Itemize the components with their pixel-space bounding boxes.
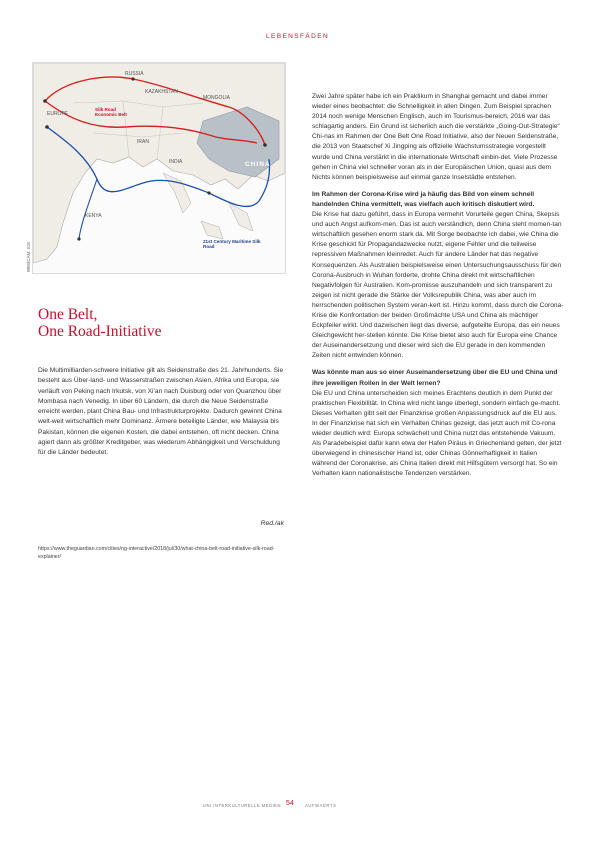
section-header: LEBENSFÄDEN: [265, 33, 330, 40]
info-box-heading: [38, 306, 288, 340]
article-paragraph-3: Die EU und China unterscheiden sich meines Erachtens deutlich in dem Punkt der praktischen Flexibilität. In China wird nicht lange überlegt, sondern einfach ge-macht. Dieses Verhalten gibt seit der Finanzkrise großen Anpassungsdruck auf die EU aus. In der Finanzkrise hat sich ein Verhalten Chinas gezeigt, das jetzt auch mit Co-rona wieder deutlich wird: Europa schwächelt und China nutzt das entstehende Vakuum. Als Paradebeispiel dafür kann etwa der Hafen Piräus in Griechenland gelten, der jetzt überwiegend in chinesischer Hand ist, oder Chinas Gönnerhaftigkeit in Italien während der Coronakrise, als China Italien direkt mit Hilfsgütern versorgt hat. So ein Verhalten kann nationalistische Tendenzen verstärken.: [312, 389, 562, 478]
map-label-iran: IRAN: [137, 139, 149, 145]
footer-right: AUFWAERTS: [305, 803, 337, 808]
heading-line-1: One Belt,: [38, 306, 98, 323]
interview-question-3: Was könnte man aus so einer Auseinandersetzung über die EU und China und ihre jeweiligen Rollen in der Welt lernen?: [312, 369, 558, 387]
footer-left: UNI INTERKULTURELLE MEDIEN: [202, 803, 281, 808]
info-box-text: [38, 366, 284, 459]
map-label-silk-road: Silk Road Economic Belt: [95, 107, 127, 117]
map-label-kazakhstan: KAZAKHSTAN: [145, 89, 178, 95]
map-label-india: INDIA: [169, 159, 183, 165]
interview-question-2: Im Rahmen der Corona-Krise wird ja häufig das Bild von einem schnell handelnden China vermittelt, was vielfach auch kritisch diskutiert wird.: [312, 190, 535, 208]
map-label-maritime: 21st Century Maritime Silk Road: [203, 239, 261, 249]
silk-road-map: [32, 62, 286, 274]
page-number: 54: [286, 800, 294, 807]
article-paragraph-1: Zwei Jahre später habe ich ein Praktikum in Shanghai gemacht und dabei immer wieder eines beobachtet: die Schnelligkeit in allen Dingen. Zum Beispiel sprachen 2014 noch wenige Menschen Englisch, auch im Tourismus-bereich, 2016 war das schlagartig anders. Ein Grund ist sicherlich auch die verstärkte „Going-Out-Strategie“ Chi-nas im Rahmen der One Belt One Road Initiative, also der Neuen Seidenstraße, die 2013 von Staatschef Xi Jingping als offizielle Wachstumsstrategie vorgestellt wurde und China verstärkt in die internationale Wirtschaft einbin-det. Viele Prozesse gehen in China viel schneller voran als in der Europäischen Union, quasi aus dem Nichts können beispielsweise auf einmal ganze Inselstädte entstehen.: [312, 93, 560, 181]
info-box-paragraph: Die Multimilliarden-schwere Initiative gilt als Seidenstraße des 21. Jahrhunderts. Sie besteht aus Über-land- und Wasserstraßen zwischen Asien, Afrika und Europa, sie verläuft von Peking nach Irkutsk, von Xi’an nach Duisburg oder von Quanzhou über Mombasa nach Venedig. In über 60 Ländern, die durch die Neue Seidenstraße erreicht werden, plant China Bau- und Infrastrukturprojekte. Dadurch gewinnt China welt-weit wirtschaftlich mehr Dominanz. Ärmere beteiligte Länder, wie Malaysia bis Pakistan, können die eigenen Kosten, die dabei entstehen, oft nicht decken. China agiert dann als größter Kreditgeber, was wiederum Abhängigkeit und Verschuldung für die Länder bedeutet.: [38, 367, 284, 457]
heading-line-2: One Road-Initiative: [38, 323, 162, 340]
map-label-russia: RUSSIA: [125, 71, 144, 77]
map-label-kenya: KENYA: [85, 213, 102, 219]
map-label-europe: EUROPE: [47, 111, 69, 117]
author-initials: Red./ak: [260, 520, 284, 527]
map-label-china: CHINA: [245, 161, 271, 168]
source-link[interactable]: https://www.theguardian.com/cities/ng-interactive/2018/jul/30/what-china-belt-road-initiative-silk-road-explainer/: [38, 546, 275, 561]
article-paragraph-2: Die Krise hat dazu geführt, dass in Europa vermehrt Vorurteile gegen China, Skepsis und auch Angst aufkom-men. Das ist auch verständlich, denn China steht momen-tan wirtschaftlich gesehen enorm stark da. Mit Sorge beobachte ich dabei, wie China die Krise geschickt für Propagandazwecke nutzt, eigene Fehler und die teilweise repressiven Maßnahmen kleinredet. Auch für andere Länder hat das negative Konsequenzen. Als Australien beispielsweise einen Untersuchungsausschuss für den Corona-Ausbruch in Wuhan forderte, drohte China direkt mit wirtschaftlichen Negativfolgen für Australien. Kom-promisse auszuhandeln und sich transparent zu zeigen ist nicht gerade die Stärke der Volksrepublik China, was aber auch im herrschenden politischen System veran-kert ist. Hinzu kommt, dass durch die Corona-Krise die Konfrontation der beiden Großmächte USA und China als mächtiger Eckpfeiler wirkt. Und dazwischen liegt das diverse, aufgeteilte Europa, das ein neues Gleichgewicht her-stellen könnte. Die Krise bietet also auch für Europa eine Chance der Auseinandersetzung und dieser wird sich die EU gerade in den kommenden Zeiten nicht entwinden können.: [312, 211, 564, 360]
article-column: [312, 92, 564, 486]
map-label-mongolia: MONGOLIA: [203, 95, 230, 101]
map-credit: WEBCAM: ICE: [26, 241, 31, 272]
